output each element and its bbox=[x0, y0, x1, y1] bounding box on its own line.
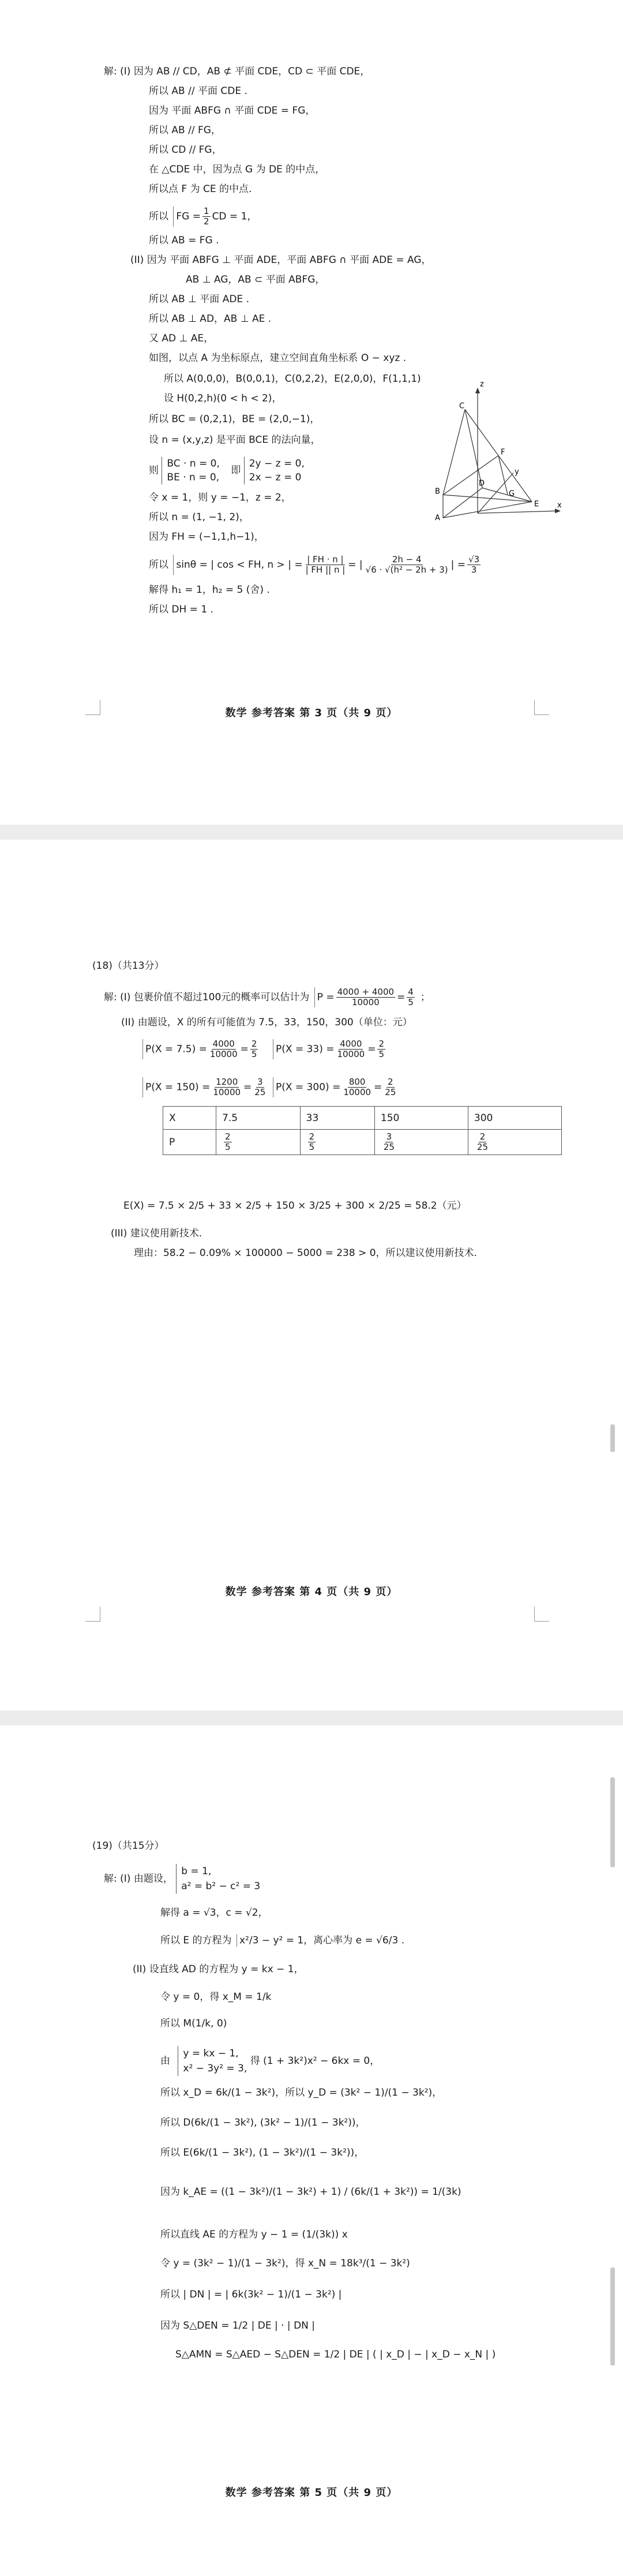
reason-line: 理由：58.2 − 0.09% × 100000 − 5000 = 238 > 0，所以建议使用新技术. bbox=[134, 1247, 477, 1259]
table-cell: 7.5 bbox=[216, 1107, 301, 1130]
solution-line: 所以 A(0,0,0)，B(0,0,1)，C(0,2,2)，E(2,0,0)，F(1,1,1) bbox=[164, 373, 421, 385]
fg-equation: 所以 FG = $\frac{1}{2}$ CD = 1， bbox=[149, 206, 261, 227]
page-5 bbox=[0, 1725, 623, 2576]
crop-mark bbox=[85, 1607, 100, 1622]
solution-line: 所以 AB // FG， bbox=[149, 125, 221, 136]
page-4 bbox=[0, 840, 623, 1710]
solution-line: 如图，以点 A 为坐标原点，建立空间直角坐标系 O − xyz . bbox=[149, 352, 407, 364]
table-row bbox=[163, 1107, 562, 1130]
solution-line: S△AMN = S△AED − S△DEN = 1/2 | DE | ( | x_D | − | x_D − x_N | ) bbox=[175, 2349, 496, 2360]
solution-line: 所以点 F 为 CE 的中点. bbox=[149, 183, 252, 195]
prob-eq: P(X = 7.5) = $\frac{4000}{10000}$ = $\frac{2}{5}$ bbox=[141, 1039, 264, 1059]
solution-line: 所以 M(1/k, 0) bbox=[160, 2018, 227, 2029]
solution-line: 因为 FH = (−1,1,h−1)， bbox=[149, 531, 264, 543]
solution-line: 所以 n = (1, −1, 2)， bbox=[149, 512, 249, 523]
label-d: D bbox=[479, 479, 485, 488]
x-axis-line bbox=[478, 511, 557, 513]
prob-eq: P(X = 300) = $\frac{800}{10000}$ = $\frac{2}{25}$ bbox=[271, 1077, 403, 1097]
label-e: E bbox=[534, 500, 539, 509]
question-heading: (18)（共13分） bbox=[92, 960, 164, 972]
page-footer: 数学 参考答案 第 4 页（共 9 页） bbox=[225, 1586, 398, 1598]
table-cell: $\frac{3}{25}$ bbox=[374, 1130, 468, 1155]
edge-ae bbox=[443, 502, 532, 518]
part2-line: (II) 由题设，X 的所有可能值为 7.5，33，150，300（单位：元） bbox=[121, 1017, 412, 1028]
solution-line: 因为 平面 ABFG ∩ 平面 CDE = FG， bbox=[149, 105, 316, 116]
solution-line: 因为 S△DEN = 1/2 | DE | · | DN | bbox=[160, 2320, 316, 2331]
scrollbar-thumb[interactable] bbox=[610, 1777, 615, 1867]
page-gap bbox=[0, 1710, 623, 1725]
distribution-table bbox=[163, 1106, 562, 1155]
label-g: G bbox=[509, 490, 515, 498]
label-x: x bbox=[557, 501, 562, 510]
table-cell: $\frac{2}{5}$ bbox=[216, 1130, 301, 1155]
part3-line: (III) 建议使用新技术. bbox=[111, 1228, 202, 1239]
page-3 bbox=[0, 0, 623, 825]
normal-vector-system: 则 BC · n = 0, BE · n = 0, 即 2y − z = 0, 2x − z = 0 bbox=[149, 458, 305, 483]
page-footer: 数学 参考答案 第 5 页（共 9 页） bbox=[225, 2487, 398, 2499]
solution-line: (II) 因为 平面 ABFG ⊥ 平面 ADE，平面 ABFG ∩ 平面 ADE = AG， bbox=[130, 254, 431, 266]
solution-line: 所以 AB // 平面 CDE . bbox=[149, 85, 247, 97]
prob-eq: P(X = 33) = $\frac{4000}{10000}$ = $\frac{2}{5}$ bbox=[271, 1039, 391, 1059]
solution-line: 令 y = (3k² − 1)/(1 − 3k²)，得 x_N = 18k³/(1 − 3k²) bbox=[160, 2258, 410, 2269]
solution-line: 在 △CDE 中，因为点 G 为 DE 的中点， bbox=[149, 164, 325, 175]
solution-line: 所以 | DN | = | 6k(3k² − 1)/(1 − 3k²) | bbox=[160, 2289, 342, 2300]
label-c: C bbox=[459, 402, 465, 411]
label-b: B bbox=[435, 487, 440, 496]
prob-eq: P(X = 150) = $\frac{1200}{10000}$ = $\frac{3}{25}$ bbox=[141, 1077, 272, 1097]
table-cell: $\frac{2}{25}$ bbox=[468, 1130, 561, 1155]
expectation-line: E(X) = 7.5 × 2/5 + 33 × 2/5 + 150 × 3/25 + 300 × 2/25 = 58.2（元） bbox=[123, 1200, 467, 1212]
line-ellipse-system: 由 y = kx − 1, x² − 3y² = 3, 得 (1 + 3k²)x² − 6kx = 0， bbox=[160, 2046, 380, 2076]
solution-line: 因为 k_AE = ((1 − 3k²)/(1 − 3k²) + 1) / (6k/(1 + 3k²)) = 1/(3k) bbox=[160, 2186, 461, 2198]
edge-ad bbox=[443, 488, 482, 518]
part2-line: (II) 设直线 AD 的方程为 y = kx − 1， bbox=[133, 1964, 304, 1975]
page-gap bbox=[0, 825, 623, 840]
table-cell: 33 bbox=[300, 1107, 374, 1130]
table-cell: $\frac{2}{5}$ bbox=[300, 1130, 374, 1155]
label-z: z bbox=[480, 380, 484, 389]
crop-mark bbox=[534, 700, 549, 715]
geometry-figure bbox=[427, 375, 565, 525]
solution-line: 解得 a = √3，c = √2， bbox=[160, 1907, 268, 1919]
label-y: y bbox=[515, 468, 519, 476]
solution-line: 所以 D(6k/(1 − 3k²), (3k² − 1)/(1 − 3k²))， bbox=[160, 2117, 366, 2129]
solution-line: 解得 h₁ = 1，h₂ = 5 (舍) . bbox=[149, 584, 270, 596]
solution-line: 所以 AB ⊥ 平面 ADE . bbox=[149, 294, 249, 305]
part1-line: 解: (I) 包裹价值不超过100元的概率可以估计为 P = $\frac{4000 + 4000}{10000}$ = $\frac{4}{5}$ ； bbox=[104, 987, 430, 1007]
solution-line: 所以 AB = FG . bbox=[149, 235, 219, 246]
z-axis-arrow bbox=[475, 388, 480, 393]
crop-mark bbox=[534, 1607, 549, 1622]
solution-line: 所以 x_D = 6k/(1 − 3k²)，所以 y_D = (3k² − 1)/(1 − 3k²)， bbox=[160, 2087, 442, 2099]
solution-line: 所以 BC = (0,2,1)，BE = (2,0,−1)， bbox=[149, 413, 320, 425]
solution-line: 所以 AB ⊥ AD，AB ⊥ AE . bbox=[149, 313, 272, 325]
table-cell: X bbox=[163, 1107, 216, 1130]
question-heading: (19)（共15分） bbox=[92, 1840, 164, 1852]
solution-line: 所以 DH = 1 . bbox=[149, 604, 213, 615]
solution-line: 令 y = 0，得 x_M = 1/k bbox=[160, 1991, 272, 2003]
table-cell: P bbox=[163, 1130, 216, 1155]
table-cell: 150 bbox=[374, 1107, 468, 1130]
solution-line: 又 AD ⊥ AE， bbox=[149, 333, 214, 344]
solution-line: 所以 E(6k/(1 − 3k²), (1 − 3k²)/(1 − 3k²))， bbox=[160, 2147, 365, 2158]
given-system: 解: (I) 由题设， b = 1, a² = b² − c² = 3 bbox=[104, 1864, 260, 1894]
solution-line: AB ⊥ AG，AB ⊂ 平面 ABFG， bbox=[186, 274, 325, 285]
solution-line: 所以直线 AE 的方程为 y − 1 = (1/(3k)) x bbox=[160, 2229, 348, 2240]
solution-line: 所以 CD // FG， bbox=[149, 144, 222, 156]
scrollbar-thumb[interactable] bbox=[610, 2267, 615, 2366]
table-row bbox=[163, 1130, 562, 1155]
crop-mark bbox=[85, 700, 100, 715]
solution-line: 设 n = (x,y,z) 是平面 BCE 的法向量， bbox=[149, 434, 321, 446]
solution-line: 令 x = 1，则 y = −1，z = 2， bbox=[149, 492, 291, 503]
solution-line: 解: (I) 因为 AB // CD，AB ⊄ 平面 CDE，CD ⊂ 平面 CDE， bbox=[104, 66, 370, 77]
label-a: A bbox=[435, 514, 440, 522]
sin-theta-equation: 所以 sinθ = | cos < FH, n > | = $\frac{| FH \cdot n |}{| FH || n |}$ = | $\frac{2h - 4}{\text{√6 · √(h² − 2h + 3)}}$ | = $\frac{√3}{3}$ bbox=[149, 555, 486, 575]
label-f: F bbox=[501, 448, 505, 457]
page-footer: 数学 参考答案 第 3 页（共 9 页） bbox=[225, 707, 398, 719]
table-cell: 300 bbox=[468, 1107, 561, 1130]
solution-line: 设 H(0,2,h)(0 < h < 2)， bbox=[164, 393, 282, 404]
ellipse-line: 所以 E 的方程为 x²/3 − y² = 1，离心率为 e = √6/3 . bbox=[160, 1934, 408, 1947]
scrollbar-thumb[interactable] bbox=[610, 1424, 615, 1452]
